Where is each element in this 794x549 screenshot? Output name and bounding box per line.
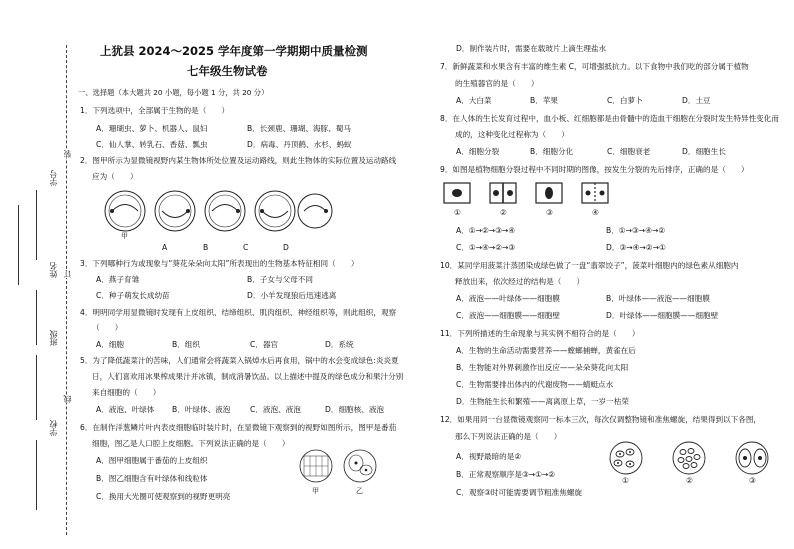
binding-dashed-line: [66, 45, 67, 535]
school-label: 学校: [49, 420, 58, 436]
q12-option-a[interactable]: A．视野最暗的是②: [456, 452, 522, 461]
binding-zhuang: 装: [63, 150, 72, 158]
q8-option-c[interactable]: C．细胞衰老: [607, 147, 651, 156]
q6-fig-yi: 乙: [356, 487, 363, 495]
q9-label-1: ①: [454, 208, 461, 217]
student-id-label: 学号: [49, 170, 58, 186]
q10-option-c[interactable]: C．液泡——细胞膜——细胞壁: [456, 311, 561, 320]
q5-option-d[interactable]: D．细胞核、液泡: [325, 405, 385, 414]
school-underline: [36, 440, 37, 510]
q5-stem-line2: 日，人们喜欢用冰果榨成果汁并冰镇，制成消暑饮品。以上描述中提及的绿色成分和果汁分别: [92, 372, 404, 381]
q3-option-b[interactable]: B．子女与父母不同: [247, 275, 313, 284]
q11-stem: 11．下列所描述的生命现象与其实例不相符合的是（ ）: [440, 329, 640, 338]
q8-option-d[interactable]: D．细胞生长: [682, 147, 726, 156]
q9-label-3: ③: [546, 208, 553, 217]
q10-option-b[interactable]: B．叶绿体——液泡——细胞膜: [606, 294, 710, 303]
q11-option-a[interactable]: A．生物的生命活动需要营养——螳螂捕蝉，黄雀在后: [456, 346, 636, 355]
exam-subtitle: 七年级生物试卷: [187, 64, 268, 78]
q1-option-d[interactable]: D．病毒、丹顶鹤、水杉、蚂蚁: [247, 140, 352, 149]
q4-option-b[interactable]: B．组织: [172, 340, 200, 349]
q9-stem: 9．如图是植物细胞分裂过程中不同时期的图像，按发生分裂的先后排序，正确的是（ ）: [440, 165, 749, 174]
q3-option-a[interactable]: A．燕子育雏: [96, 275, 140, 284]
q5-stem-line3: 来自细胞的（ ）: [92, 388, 161, 397]
q12-label-3: ③: [749, 476, 756, 485]
q12-option-b[interactable]: B．正常观察顺序是③→①→②: [456, 470, 556, 479]
q2-fig-jia: 甲: [121, 232, 128, 240]
q2-microscope-figure: [100, 186, 320, 236]
q9-option-c[interactable]: C．①→④→②→③: [456, 243, 516, 252]
q5-stem-line1: 5．为了降低蔬菜汁的苦味，人们通常会将蔬菜入锅焯水后再食用，锅中的水会变成绿色:炎炎夏: [80, 356, 399, 365]
q4-option-d[interactable]: D．系统: [325, 340, 354, 349]
q8-option-b[interactable]: B．细胞分化: [530, 147, 574, 156]
q4-option-c[interactable]: C．器官: [250, 340, 279, 349]
q10-stem-line1: 10．某同学用菠菜汁蒸团染成绿色做了一盘“翡翠饺子”，菠菜叶细胞内的绿色素从细胞内: [440, 261, 739, 270]
q3-stem: 3．下列哪种行为或现象与“葵花朵朵向太阳”所表现出的生物基本特征相同（ ）: [80, 259, 359, 268]
q4-stem-line1: 4．明明同学用显微镜时发现有上皮组织、结缔组织、肌肉组织、神经组织等，则此组织，观察: [80, 308, 397, 317]
q4-option-a[interactable]: A．细胞: [96, 340, 124, 349]
student-id-field[interactable]: [18, 205, 19, 285]
q6-option-c[interactable]: C．换用大光圈可使观察到的视野更明亮: [96, 492, 231, 501]
q12-stem-line2: 那么下列说法正确的是（ ）: [455, 432, 562, 441]
q1-stem: 1．下列选项中，全部属于生物的是（ ）: [80, 106, 230, 115]
exam-title: 上犹县 2024～2025 学年度第一学期期中质量检测: [100, 44, 368, 58]
q7-option-a[interactable]: A．大白菜: [456, 96, 492, 105]
q7-option-d[interactable]: D．土豆: [682, 96, 711, 105]
q8-stem-line2: 成的，这种变化过程称为（ ）: [455, 130, 569, 139]
q3-option-c[interactable]: C．种子萌发长成幼苗: [96, 291, 170, 300]
q6-fig-jia: 甲: [312, 487, 319, 495]
q7-option-c[interactable]: C．白萝卜: [607, 96, 643, 105]
q9-option-d[interactable]: D．③→④→②→①: [606, 243, 666, 252]
q11-option-c[interactable]: C．生物需要排出体内的代谢废物——蜻蜓点水: [456, 380, 614, 389]
q5-option-b[interactable]: B．叶绿体、液泡: [172, 405, 231, 414]
q7-stem-line1: 7．新鲜蔬菜和水果含有丰富的维生素 C，可增强抵抗力。以下食物中我们吃的部分属于植物: [440, 62, 749, 71]
q2-label-d[interactable]: D: [283, 243, 289, 252]
q2-label-a[interactable]: A: [162, 243, 168, 252]
q2-label-c[interactable]: C: [243, 243, 249, 252]
q5-option-c[interactable]: C．液泡、液泡: [250, 405, 301, 414]
q10-stem-line2: 释放出来，依次经过的结构是（ ）: [455, 277, 585, 286]
q7-option-b[interactable]: B．苹果: [530, 96, 558, 105]
q6-cell-figure: [298, 448, 378, 484]
q3-option-d[interactable]: D．小羊发现狼后迅速逃离: [247, 291, 337, 300]
q11-option-d[interactable]: D．生物能生长和繁殖——离离原上草，一岁一枯荣: [456, 397, 629, 406]
q9-label-2: ②: [500, 208, 507, 217]
binding-margin: [0, 0, 70, 549]
q11-option-b[interactable]: B．生物能对外界刺激作出反应——朵朵葵花向太阳: [456, 363, 629, 372]
q8-option-a[interactable]: A．细胞分裂: [456, 147, 500, 156]
q2-stem-line1: 2．图甲所示为显微镜视野内某生物体所处位置及运动路线，则此生物体的实际位置及运动路线: [80, 156, 397, 165]
section-heading: 一、选择题（本大题共 20 小题，每小题 1 分，共 20 分）: [78, 88, 269, 97]
q2-stem-line2: 应为（ ）: [92, 172, 138, 181]
binding-xian: 线: [63, 395, 72, 403]
q7-stem-line2: 的生殖器官的是（ ）: [455, 79, 539, 88]
q5-option-a[interactable]: A．液泡、叶绿体: [96, 405, 155, 414]
q4-stem-line2: （ ）: [92, 323, 123, 332]
q9-label-4: ④: [592, 208, 599, 217]
q6-option-b[interactable]: B．图乙细胞含有叶绿体和线粒体: [96, 474, 208, 483]
q10-option-a[interactable]: A．液泡——叶绿体——细胞膜: [456, 294, 560, 303]
q6-stem-line2: 细胞，图乙是人口腔上皮细胞。下列说法正确的是（ ）: [92, 439, 290, 448]
q6-option-d[interactable]: D．制作装片时，需要在载玻片上滴生理盐水: [456, 44, 607, 53]
id-underline: [36, 190, 37, 260]
q9-option-a[interactable]: A．①→②→③→④: [456, 226, 516, 235]
q12-microscope-views-figure: [606, 440, 776, 476]
q12-label-2: ②: [686, 476, 693, 485]
q2-label-b[interactable]: B: [203, 243, 209, 252]
class-underline: [36, 355, 37, 420]
name-label: 姓名: [49, 262, 58, 278]
name-underline: [36, 290, 37, 345]
q1-option-c[interactable]: C．仙人掌、转乳石、香菇、瓢虫: [96, 140, 208, 149]
q9-cell-division-figure: [442, 181, 612, 207]
binding-ding: 订: [63, 270, 72, 278]
q12-label-1: ①: [622, 476, 629, 485]
class-label: 班级: [49, 330, 58, 346]
q6-option-a[interactable]: A．图甲细胞属于番茄的上皮组织: [96, 456, 208, 465]
q12-option-c[interactable]: C．观察③时可能需要调节粗准焦螺旋: [456, 488, 583, 497]
q10-option-d[interactable]: D．叶绿体——细胞膜——细胞壁: [606, 311, 719, 320]
q1-option-a[interactable]: A．珊瑚虫、萝卜、机器人、鼠妇: [96, 124, 208, 133]
q8-stem-line1: 8．在人体的生长发育过程中，血小板、红细胞都是由骨髓中的造血干细胞在分裂时发生特异性变化而: [440, 114, 779, 123]
q12-stem-line1: 12．如果用同一台显微镜观察同一标本三次，每次仅调整物镜和准焦螺旋，结果得到以下各图，: [440, 415, 762, 424]
q1-option-b[interactable]: B．长颈鹿、珊瑚、海豚、蜀马: [247, 124, 351, 133]
q6-stem-line1: 6．在制作洋葱鳞片叶内表皮细胞临时装片时，在显微镜下观察到的视野如图所示，图甲是番茄: [80, 423, 397, 432]
q9-option-b[interactable]: B．①→③→④→②: [606, 226, 666, 235]
